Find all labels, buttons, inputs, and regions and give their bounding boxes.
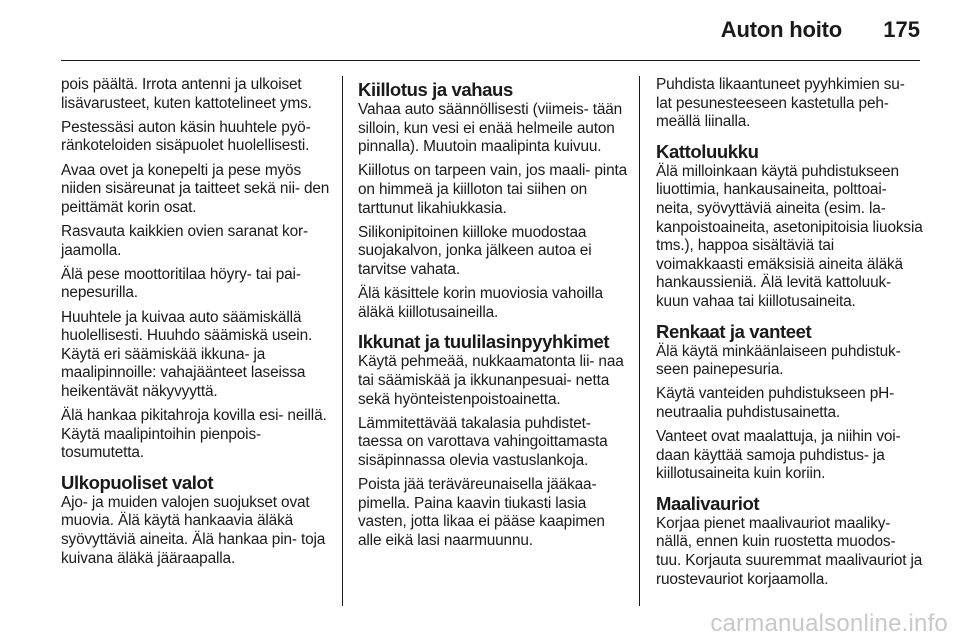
paragraph: Ajo- ja muiden valojen suojukset ovat muovia. Älä käytä hankaavia äläkä syövyttäviä aineita. Älä hankaa pin- toja kuivana äläkä jääraapalla. <box>61 493 326 567</box>
paragraph: Älä hankaa pikitahroja kovilla esi- neillä. Käytä maalipintoihin pienpois- tosumutetta. <box>61 407 327 462</box>
paragraph: Pestessäsi auton käsin huuhtele pyö- ränkoteloiden sisäpuolet huolellisesti. <box>61 118 311 155</box>
text-column-3 <box>656 76 924 595</box>
paragraph: Käytä pehmeää, nukkaamatonta lii- naa tai säämiskää ja ikkunanpesuai- netta sekä hyönteistenpoistoainetta. <box>358 353 624 408</box>
paragraph: Huuhtele ja kuivaa auto säämiskällä huolellisesti. Huuhdo säämiskä usein. Käytä eri säämiskää ikkuna- ja maalipinnoille: vahajäänteet laseissa heikentävät näkyvyyttä. <box>61 308 313 400</box>
text-column-2 <box>358 76 632 556</box>
paragraph: Älä käsittele korin muoviosia vahoilla äläkä kiillotusaineilla. <box>358 285 603 321</box>
paragraph: Avaa ovet ja konepelti ja pese myös niiden sisäreunat ja taitteet sekä nii- den peittämät korin osat. <box>61 161 330 216</box>
paragraph: Puhdista likaantuneet pyyhkimien su- lat pesunesteeseen kastetulla peh- meällä liinalla. <box>656 76 905 131</box>
paragraph: Älä käytä minkäänlaiseen puhdistuk- seen painepesuria. <box>656 342 901 379</box>
paragraph: Poista jää teräväreunaisella jääkaa- pimella. Paina kaavin tiukasti lasia vasten, jotta likaa ei pääse kaapimen alle eikä lasi naarmuunnu. <box>358 476 605 549</box>
paragraph: pois päältä. Irrota antenni ja ulkoiset lisävarusteet, kuten kattotelineet yms. <box>61 76 312 112</box>
page-header <box>0 0 960 62</box>
paragraph: Silikonipitoinen kiilloke muodostaa suojakalvon, jonka jälkeen autoa ei tarvitse vahata. <box>358 223 592 278</box>
column-divider <box>639 76 640 606</box>
paragraph: Vahaa auto säännöllisesti (viimeis- tään silloin, kun vesi ei enää helmeile auton pinnalla). Muutoin maalipinta kuivuu. <box>358 101 623 156</box>
text-column-1 <box>61 76 335 574</box>
paragraph: Käytä vanteiden puhdistukseen pH- neutraalia puhdistusainetta. <box>656 385 895 421</box>
column-divider <box>342 76 343 606</box>
paragraph: Vanteet ovat maalattuja, ja niihin voi- daan käyttää samoja puhdistus- ja kiillotusaineita kuin koriin. <box>656 428 901 483</box>
heading-sunroof: Kattoluukku <box>656 140 759 162</box>
paragraph: Älä pese moottoritilaa höyry- tai pai- nepesurilla. <box>61 265 301 302</box>
watermark: carmanualsonline.info <box>710 610 948 637</box>
header-divider <box>61 60 920 61</box>
paragraph: Rasvauta kaikkien ovien saranat kor- jaamolla. <box>61 222 308 259</box>
paragraph: Kiillotus on tarpeen vain, jos maali- pinta on himmeä ja kiilloton tai siihen on tarttunut likahiukkasia. <box>358 162 628 217</box>
heading-exterior-lights: Ulkopuoliset valot <box>61 471 214 493</box>
section-title: Auton hoito <box>720 17 842 42</box>
heading-windows-wipers: Ikkunat ja tuulilasinpyyhkimet <box>358 331 610 353</box>
paragraph: Korjaa pienet maalivauriot maaliky- nällä, ennen kuin ruostetta muodos- tuu. Korjauta suuremmat maalivauriot ja ruostevauriot korjaamolla. <box>656 514 923 588</box>
paragraph: Lämmitettävää takalasia puhdistet- taessa on varottava vahingoittamasta sisäpinnassa olevia vastuslankoja. <box>358 414 608 469</box>
page-number: 175 <box>883 17 920 42</box>
heading-tyres-rims: Renkaat ja vanteet <box>656 320 812 342</box>
paragraph: Älä milloinkaan käytä puhdistukseen liuottimia, hankausaineita, polttoai- neita, syövyttäviä aineita (esim. la- kanpoistoaineita, asetonipitoisia liuoksia tms.), happoa sisältäviä tai voimakkaasti emäksisiä aineita äläkä hankaussieniä. Älä levitä kattoluuk- kuun vahaa tai kiillotusaineita. <box>656 162 923 310</box>
heading-polishing-waxing: Kiillotus ja vahaus <box>358 79 513 100</box>
heading-paint-damage: Maalivauriot <box>656 492 760 514</box>
